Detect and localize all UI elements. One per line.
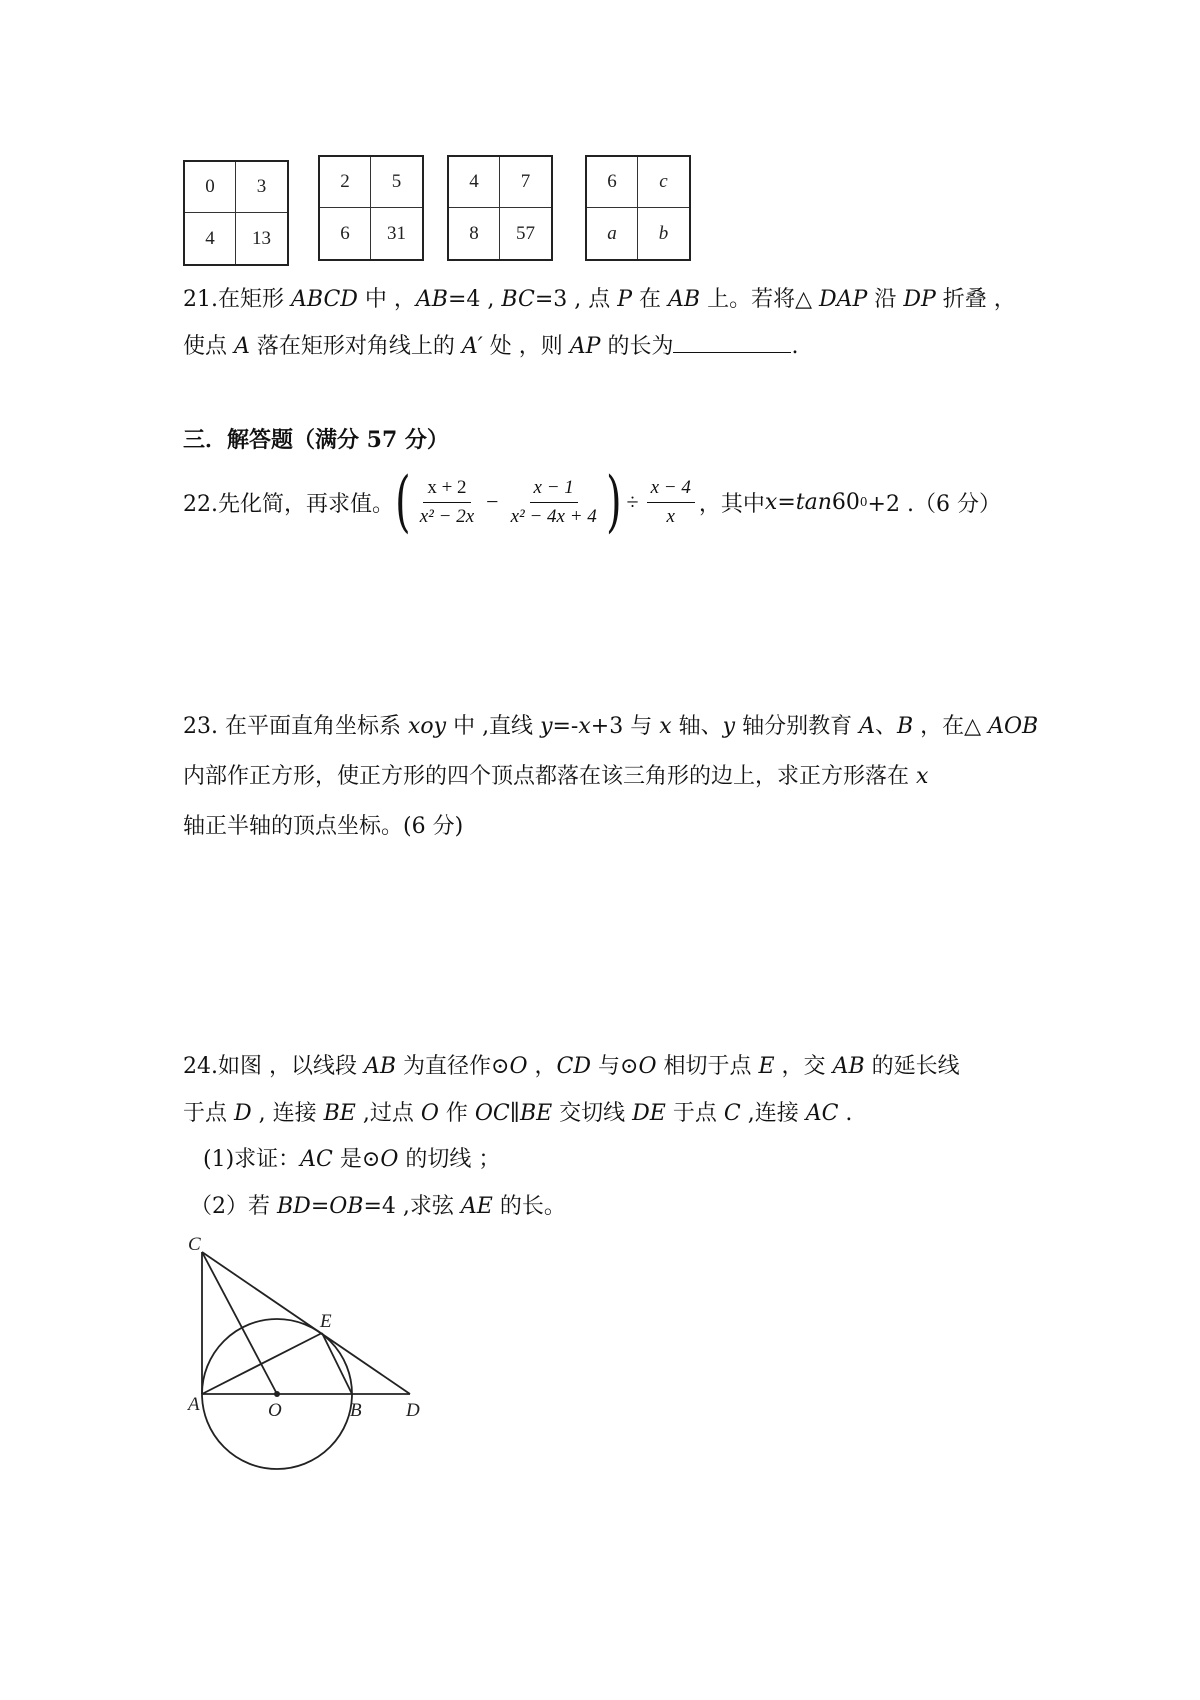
right-paren: )	[605, 463, 622, 540]
segment-ae	[202, 1333, 322, 1394]
center-dot	[274, 1391, 280, 1397]
grid-cell: 8	[449, 208, 500, 259]
question-23-line-3: 轴正半轴的顶点坐标。(6 分)	[183, 814, 464, 839]
segment-co	[202, 1252, 277, 1394]
segment-cd	[202, 1252, 410, 1394]
label-a: A	[188, 1394, 200, 1415]
fraction-1: $\frac{x + 2}{\text{x² − 2x}}$	[419, 476, 475, 527]
answer-blank[interactable]	[673, 332, 791, 353]
question-21-line-2: 使点 A 落在矩形对角线上的 A′ 处 ，则 AP 的长为 .	[183, 334, 799, 359]
grid-cell: 4	[449, 157, 500, 208]
grid-cell: 2	[320, 157, 371, 208]
number-grid-2	[318, 155, 424, 261]
fraction-2: $\frac{x - 1}{\text{x² − 4x + 4}}$	[510, 476, 597, 527]
question-23-line-1: 23. 在平面直角坐标系 xoy 中 ,直线 y=-x+3 与 x 轴、y 轴分别教育 A、B ，在△ AOB	[183, 714, 1039, 739]
grid-cell: 13	[252, 227, 271, 249]
question-24-line-2: 于点 D , 连接 BE ,过点 O 作 OC∥BE 交切线 DE 于点 C ,连接 AC .	[183, 1101, 853, 1126]
grid-cell: 6	[320, 208, 371, 259]
segment-be	[322, 1333, 352, 1394]
grid-cell: 7	[500, 157, 551, 208]
section-title: 三．解答题（满分 57 分）	[183, 427, 449, 453]
left-paren: (	[395, 463, 411, 540]
grid-cell: 31	[387, 222, 406, 244]
question-23-line-2: 内部作正方形，使正方形的四个顶点都落在该三角形的边上，求正方形落在 x	[183, 764, 929, 789]
grid-cell: 5	[371, 157, 422, 208]
label-c: C	[188, 1234, 201, 1255]
label-b: B	[350, 1400, 362, 1421]
question-24-part-2: （2）若 BD=OB=4 ,求弦 AE 的长。	[190, 1194, 566, 1219]
geometry-diagram	[170, 1232, 440, 1472]
grid-cell: a	[587, 208, 638, 259]
fraction-3: $\frac{x - 4}{x}$	[647, 477, 695, 528]
label-o: O	[268, 1400, 282, 1421]
grid-cell: 4	[185, 213, 236, 264]
question-22-expression: 22.先化简，再求值。 ( $\frac{x + 2}{\text{x² − 2x}}$ − $\frac{x - 1}{\text{x² − 4x + 4}}$ ) ÷ $\frac{x - 4}{x}$ ，其中 x = tan 60 0 +2 .（6 分）	[183, 463, 1001, 540]
question-24-line-1: 24.如图 ，以线段 AB 为直径作⊙O ，CD 与⊙O 相切于点 E ，交 AB 的延长线	[183, 1054, 960, 1079]
question-24-part-1: (1)求证：AC 是⊙O 的切线 ；	[203, 1147, 501, 1172]
grid-cell: 3	[236, 162, 287, 213]
label-d: D	[406, 1400, 420, 1421]
question-21-line-1: 21.在矩形 ABCD 中 ，AB=4 , BC=3 , 点 P 在 AB 上。若将△ DAP 沿 DP 折叠 ，	[183, 287, 1016, 312]
number-grid-1	[183, 160, 289, 266]
grid-cell: c	[638, 157, 689, 208]
grid-cell: 0	[185, 162, 236, 213]
geometry-figure	[170, 1232, 440, 1478]
grid-cell: 57	[516, 222, 535, 244]
label-e: E	[320, 1311, 332, 1332]
grid-cell: 6	[587, 157, 638, 208]
number-grid-3	[447, 155, 553, 261]
number-grid-4	[585, 155, 691, 261]
grid-cell: b	[658, 222, 669, 244]
